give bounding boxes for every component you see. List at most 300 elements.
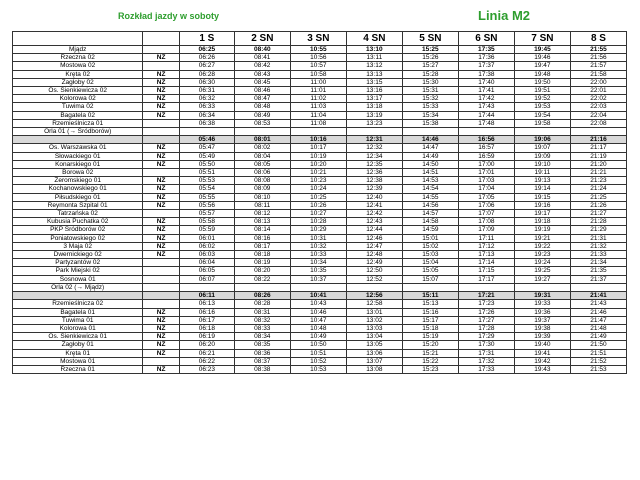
departure-time: 14:46 xyxy=(402,136,458,144)
departure-time: 21:32 xyxy=(570,242,626,250)
departure-time: 13:19 xyxy=(346,111,402,119)
stop-row xyxy=(13,169,627,177)
departure-time: 12:47 xyxy=(346,242,402,250)
departure-time: 14:47 xyxy=(402,144,458,152)
departure-time: 08:43 xyxy=(234,70,290,78)
departure-time: 19:45 xyxy=(514,46,570,54)
departure-time: 17:27 xyxy=(458,316,514,324)
departure-time: 05:51 xyxy=(179,169,234,177)
stop-row xyxy=(13,111,627,119)
departure-time: 12:41 xyxy=(346,201,402,209)
stop-row xyxy=(13,333,627,341)
stop-row xyxy=(13,119,627,127)
departure-time: 08:35 xyxy=(234,341,290,349)
departure-time: 19:42 xyxy=(514,357,570,365)
departure-time: 14:56 xyxy=(402,201,458,209)
departure-time: 10:58 xyxy=(290,70,346,78)
stop-note: NŻ xyxy=(143,242,180,250)
departure-time: 21:27 xyxy=(570,210,626,218)
departure-time: 08:28 xyxy=(234,300,290,308)
departure-time: 10:35 xyxy=(290,267,346,275)
stop-name: 3 Maja 02 xyxy=(13,242,143,250)
stop-row xyxy=(13,185,627,193)
column-header: 6 SN xyxy=(458,32,514,46)
departure-time: 15:02 xyxy=(402,242,458,250)
departure-time: 15:23 xyxy=(402,365,458,373)
departure-time: 17:14 xyxy=(458,259,514,267)
departure-time xyxy=(234,283,290,291)
departure-time: 10:28 xyxy=(290,218,346,226)
departure-time: 17:00 xyxy=(458,160,514,168)
departure-time: 21:33 xyxy=(570,251,626,259)
timetable-body xyxy=(13,46,627,374)
stop-note: NŻ xyxy=(143,70,180,78)
departure-time: 21:16 xyxy=(570,136,626,144)
departure-time: 08:42 xyxy=(234,62,290,70)
departure-time: 11:04 xyxy=(290,111,346,119)
departure-time: 21:24 xyxy=(570,185,626,193)
departure-time: 19:40 xyxy=(514,341,570,349)
departure-time: 10:53 xyxy=(290,365,346,373)
departure-time: 17:26 xyxy=(458,308,514,316)
departure-time: 06:04 xyxy=(179,259,234,267)
stop-row xyxy=(13,300,627,308)
departure-time: 10:46 xyxy=(290,308,346,316)
departure-time: 12:58 xyxy=(346,300,402,308)
departure-time xyxy=(346,283,402,291)
stop-note: NŻ xyxy=(143,234,180,242)
departure-time: 22:04 xyxy=(570,111,626,119)
departure-time: 19:41 xyxy=(514,349,570,357)
departure-time: 15:01 xyxy=(402,234,458,242)
departure-time: 15:20 xyxy=(402,341,458,349)
stop-row xyxy=(13,365,627,373)
stop-note xyxy=(143,128,180,136)
departure-time: 13:10 xyxy=(346,46,402,54)
departure-time: 05:58 xyxy=(179,218,234,226)
stop-name: Kochanowskiego 01 xyxy=(13,185,143,193)
departure-time: 21:37 xyxy=(570,275,626,283)
stop-note: NŻ xyxy=(143,308,180,316)
departure-time: 06:11 xyxy=(179,292,234,300)
departure-time: 10:17 xyxy=(290,144,346,152)
departure-time: 10:33 xyxy=(290,251,346,259)
departure-time: 08:33 xyxy=(234,324,290,332)
highlight-row xyxy=(13,292,627,300)
departure-time: 06:18 xyxy=(179,324,234,332)
departure-time: 17:35 xyxy=(458,46,514,54)
departure-time: 08:20 xyxy=(234,267,290,275)
stop-name: Poniatowskiego 02 xyxy=(13,234,143,242)
stop-name: Partyzantów 02 xyxy=(13,259,143,267)
departure-time: 06:03 xyxy=(179,251,234,259)
stop-name xyxy=(13,136,143,144)
departure-time: 14:50 xyxy=(402,160,458,168)
departure-time: 06:19 xyxy=(179,333,234,341)
stop-row xyxy=(13,226,627,234)
line-name: Linia M2 xyxy=(478,8,531,23)
departure-time: 19:38 xyxy=(514,324,570,332)
departure-time: 21:52 xyxy=(570,357,626,365)
departure-time: 15:13 xyxy=(402,300,458,308)
departure-time: 06:21 xyxy=(179,349,234,357)
departure-time: 21:41 xyxy=(570,292,626,300)
stop-row xyxy=(13,95,627,103)
departure-time: 19:16 xyxy=(514,201,570,209)
departure-time: 17:03 xyxy=(458,177,514,185)
departure-time: 05:53 xyxy=(179,177,234,185)
departure-time: 10:20 xyxy=(290,160,346,168)
departure-time: 08:13 xyxy=(234,218,290,226)
departure-time: 17:01 xyxy=(458,169,514,177)
departure-time: 15:34 xyxy=(402,111,458,119)
stop-name: Os. Sienkiewicza 02 xyxy=(13,87,143,95)
stop-row xyxy=(13,54,627,62)
departure-time: 15:07 xyxy=(402,275,458,283)
departure-time: 06:27 xyxy=(179,62,234,70)
column-header: 2 SN xyxy=(234,32,290,46)
departure-time: 19:52 xyxy=(514,95,570,103)
departure-time: 12:49 xyxy=(346,259,402,267)
departure-time: 08:17 xyxy=(234,242,290,250)
stop-name: Park Miejski 02 xyxy=(13,267,143,275)
departure-time: 08:12 xyxy=(234,210,290,218)
departure-time: 17:32 xyxy=(458,357,514,365)
stop-row xyxy=(13,324,627,332)
departure-time: 11:03 xyxy=(290,103,346,111)
departure-time: 19:07 xyxy=(514,144,570,152)
departure-time: 19:24 xyxy=(514,259,570,267)
stop-name: Tuwima 02 xyxy=(13,103,143,111)
departure-time: 17:11 xyxy=(458,234,514,242)
stop-note xyxy=(143,275,180,283)
departure-time xyxy=(514,128,570,136)
departure-time xyxy=(290,283,346,291)
departure-time: 10:23 xyxy=(290,177,346,185)
stop-row xyxy=(13,316,627,324)
departure-time: 08:40 xyxy=(234,46,290,54)
departure-time: 06:34 xyxy=(179,111,234,119)
departure-time: 19:17 xyxy=(514,210,570,218)
departure-time: 21:21 xyxy=(570,169,626,177)
section-label-row xyxy=(13,128,627,136)
stop-note xyxy=(143,259,180,267)
departure-time: 13:07 xyxy=(346,357,402,365)
departure-time: 21:49 xyxy=(570,333,626,341)
departure-time: 17:12 xyxy=(458,242,514,250)
stop-name: Zagłoby 01 xyxy=(13,341,143,349)
departure-time: 15:30 xyxy=(402,78,458,86)
departure-time: 12:46 xyxy=(346,234,402,242)
departure-time: 10:52 xyxy=(290,357,346,365)
departure-time: 13:05 xyxy=(346,341,402,349)
departure-time: 06:23 xyxy=(179,365,234,373)
departure-time: 21:17 xyxy=(570,144,626,152)
stop-name: Orla 01 (→ Śródborów) xyxy=(13,128,143,136)
departure-time: 10:24 xyxy=(290,185,346,193)
stop-row xyxy=(13,349,627,357)
departure-time: 12:35 xyxy=(346,160,402,168)
departure-time: 22:01 xyxy=(570,87,626,95)
departure-time: 21:43 xyxy=(570,300,626,308)
departure-time: 19:43 xyxy=(514,365,570,373)
departure-time: 14:55 xyxy=(402,193,458,201)
departure-time: 08:32 xyxy=(234,316,290,324)
departure-time: 17:41 xyxy=(458,87,514,95)
departure-time: 12:44 xyxy=(346,226,402,234)
departure-time: 14:54 xyxy=(402,185,458,193)
departure-time: 13:03 xyxy=(346,324,402,332)
departure-time: 17:29 xyxy=(458,333,514,341)
stop-name: Konarskiego 01 xyxy=(13,160,143,168)
stop-row xyxy=(13,87,627,95)
departure-time: 15:19 xyxy=(402,333,458,341)
departure-time: 17:44 xyxy=(458,111,514,119)
stop-note xyxy=(143,119,180,127)
stop-row xyxy=(13,259,627,267)
departure-time: 19:15 xyxy=(514,193,570,201)
departure-time: 17:37 xyxy=(458,62,514,70)
departure-time: 19:14 xyxy=(514,185,570,193)
departure-time: 05:57 xyxy=(179,210,234,218)
column-header: 7 SN xyxy=(514,32,570,46)
departure-time: 22:08 xyxy=(570,119,626,127)
departure-time: 21:26 xyxy=(570,201,626,209)
departure-time: 13:08 xyxy=(346,365,402,373)
stop-note: NŻ xyxy=(143,144,180,152)
highlight-row xyxy=(13,136,627,144)
departure-time: 08:02 xyxy=(234,144,290,152)
departure-time: 21:31 xyxy=(570,234,626,242)
departure-time: 06:01 xyxy=(179,234,234,242)
departure-time: 11:02 xyxy=(290,95,346,103)
departure-time: 21:55 xyxy=(570,46,626,54)
departure-time: 14:58 xyxy=(402,218,458,226)
departure-time: 19:13 xyxy=(514,177,570,185)
schedule-title: Rozkład jazdy w soboty xyxy=(118,11,220,21)
departure-time: 08:22 xyxy=(234,275,290,283)
departure-time: 13:13 xyxy=(346,70,402,78)
departure-time: 17:43 xyxy=(458,103,514,111)
departure-time: 22:02 xyxy=(570,95,626,103)
departure-time: 17:28 xyxy=(458,324,514,332)
departure-time: 08:45 xyxy=(234,78,290,86)
stop-name: Bagatela 01 xyxy=(13,308,143,316)
departure-time: 17:42 xyxy=(458,95,514,103)
departure-time: 19:31 xyxy=(514,292,570,300)
departure-time: 08:10 xyxy=(234,193,290,201)
departure-time: 21:25 xyxy=(570,193,626,201)
departure-time: 05:50 xyxy=(179,160,234,168)
stop-name: Żeromskiego 01 xyxy=(13,177,143,185)
departure-time: 13:02 xyxy=(346,316,402,324)
departure-time: 21:28 xyxy=(570,218,626,226)
stop-note: NŻ xyxy=(143,87,180,95)
column-header: 5 SN xyxy=(402,32,458,46)
departure-time: 10:32 xyxy=(290,242,346,250)
stop-name: Mjądz xyxy=(13,46,143,54)
stop-row xyxy=(13,308,627,316)
departure-time: 10:16 xyxy=(290,136,346,144)
departure-time: 08:08 xyxy=(234,177,290,185)
departure-time xyxy=(458,128,514,136)
stop-note: NŻ xyxy=(143,333,180,341)
departure-time: 19:54 xyxy=(514,111,570,119)
stop-note xyxy=(143,210,180,218)
stop-row xyxy=(13,267,627,275)
departure-time: 06:22 xyxy=(179,357,234,365)
stop-row xyxy=(13,201,627,209)
departure-time: 12:52 xyxy=(346,275,402,283)
departure-time: 16:57 xyxy=(458,144,514,152)
departure-time: 10:48 xyxy=(290,324,346,332)
column-header: 4 SN xyxy=(346,32,402,46)
departure-time: 08:09 xyxy=(234,185,290,193)
departure-time: 15:26 xyxy=(402,54,458,62)
departure-time: 21:56 xyxy=(570,54,626,62)
departure-time: 21:19 xyxy=(570,152,626,160)
departure-time: 10:41 xyxy=(290,292,346,300)
column-header: 1 S xyxy=(179,32,234,46)
departure-time: 21:20 xyxy=(570,160,626,168)
note-header xyxy=(143,32,180,46)
stop-note: NŻ xyxy=(143,111,180,119)
stop-note: NŻ xyxy=(143,160,180,168)
departure-time: 12:34 xyxy=(346,152,402,160)
departure-time: 08:11 xyxy=(234,201,290,209)
departure-time: 22:03 xyxy=(570,103,626,111)
departure-time: 17:33 xyxy=(458,365,514,373)
stop-note: NŻ xyxy=(143,226,180,234)
departure-time: 12:32 xyxy=(346,144,402,152)
departure-time: 10:34 xyxy=(290,259,346,267)
departure-time xyxy=(458,283,514,291)
stop-note: NŻ xyxy=(143,95,180,103)
departure-time: 16:56 xyxy=(458,136,514,144)
departure-time: 13:16 xyxy=(346,87,402,95)
stop-row xyxy=(13,144,627,152)
stop-name: Rzemieślnicza 02 xyxy=(13,300,143,308)
departure-time: 21:35 xyxy=(570,267,626,275)
stop-name: Borowa 02 xyxy=(13,169,143,177)
departure-time: 08:05 xyxy=(234,160,290,168)
departure-time: 19:18 xyxy=(514,218,570,226)
departure-time: 19:39 xyxy=(514,333,570,341)
departure-time: 15:22 xyxy=(402,357,458,365)
stop-header xyxy=(13,32,143,46)
departure-time: 08:31 xyxy=(234,308,290,316)
departure-time: 08:01 xyxy=(234,136,290,144)
departure-time: 06:16 xyxy=(179,308,234,316)
departure-time: 17:15 xyxy=(458,267,514,275)
stop-name: Kubusia Puchatka 02 xyxy=(13,218,143,226)
stop-name: Rzemieślnicza 01 xyxy=(13,119,143,127)
stop-note: NŻ xyxy=(143,251,180,259)
stop-name: PKP Śródborów 02 xyxy=(13,226,143,234)
departure-time: 06:38 xyxy=(179,119,234,127)
stop-note xyxy=(143,283,180,291)
departure-time: 21:51 xyxy=(570,349,626,357)
departure-time: 10:47 xyxy=(290,316,346,324)
stop-row xyxy=(13,78,627,86)
departure-time: 15:38 xyxy=(402,119,458,127)
stop-name: Kolorowa 02 xyxy=(13,95,143,103)
departure-time: 05:49 xyxy=(179,152,234,160)
departure-time: 15:03 xyxy=(402,251,458,259)
stop-name: Os. Warszawska 01 xyxy=(13,144,143,152)
departure-time: 08:37 xyxy=(234,357,290,365)
departure-time: 21:57 xyxy=(570,62,626,70)
departure-time: 06:25 xyxy=(179,46,234,54)
stop-name: Os. Sienkiewicza 01 xyxy=(13,333,143,341)
departure-time: 12:40 xyxy=(346,193,402,201)
departure-time: 06:33 xyxy=(179,103,234,111)
departure-time: 21:47 xyxy=(570,316,626,324)
stop-row xyxy=(13,218,627,226)
stop-note: NŻ xyxy=(143,193,180,201)
departure-time: 21:29 xyxy=(570,226,626,234)
departure-time: 08:46 xyxy=(234,87,290,95)
stop-note: NŻ xyxy=(143,365,180,373)
departure-time: 08:47 xyxy=(234,95,290,103)
departure-time: 13:06 xyxy=(346,349,402,357)
departure-time: 19:53 xyxy=(514,103,570,111)
stop-name: Orla 02 (→ Mjądz) xyxy=(13,283,143,291)
departure-time xyxy=(570,128,626,136)
departure-time: 08:36 xyxy=(234,349,290,357)
departure-time: 19:33 xyxy=(514,300,570,308)
departure-time: 11:08 xyxy=(290,119,346,127)
departure-time: 19:09 xyxy=(514,152,570,160)
stop-name xyxy=(13,292,143,300)
stop-note xyxy=(143,267,180,275)
stop-name: Rzeczna 01 xyxy=(13,365,143,373)
departure-time: 17:17 xyxy=(458,275,514,283)
stop-note xyxy=(143,169,180,177)
departure-time xyxy=(570,283,626,291)
departure-time: 10:26 xyxy=(290,201,346,209)
departure-time: 15:17 xyxy=(402,316,458,324)
departure-time: 21:53 xyxy=(570,365,626,373)
stop-note: NŻ xyxy=(143,341,180,349)
departure-time: 06:26 xyxy=(179,54,234,62)
departure-time: 17:09 xyxy=(458,226,514,234)
stop-note xyxy=(143,357,180,365)
departure-time: 10:31 xyxy=(290,234,346,242)
departure-time: 17:38 xyxy=(458,70,514,78)
departure-time: 10:37 xyxy=(290,275,346,283)
departure-time: 21:58 xyxy=(570,70,626,78)
departure-time: 10:56 xyxy=(290,54,346,62)
departure-time: 17:13 xyxy=(458,251,514,259)
departure-time: 14:51 xyxy=(402,169,458,177)
stop-name: Dwernickiego 02 xyxy=(13,251,143,259)
stop-note: NŻ xyxy=(143,78,180,86)
departure-time: 12:42 xyxy=(346,210,402,218)
departure-time: 21:50 xyxy=(570,341,626,349)
departure-time: 19:21 xyxy=(514,234,570,242)
stop-row xyxy=(13,242,627,250)
departure-time: 21:23 xyxy=(570,177,626,185)
departure-time: 13:18 xyxy=(346,103,402,111)
departure-time: 11:00 xyxy=(290,78,346,86)
departure-time: 19:50 xyxy=(514,78,570,86)
header xyxy=(0,0,640,30)
column-header: 3 SN xyxy=(290,32,346,46)
departure-time: 10:25 xyxy=(290,193,346,201)
departure-time: 21:34 xyxy=(570,259,626,267)
departure-time: 12:48 xyxy=(346,251,402,259)
